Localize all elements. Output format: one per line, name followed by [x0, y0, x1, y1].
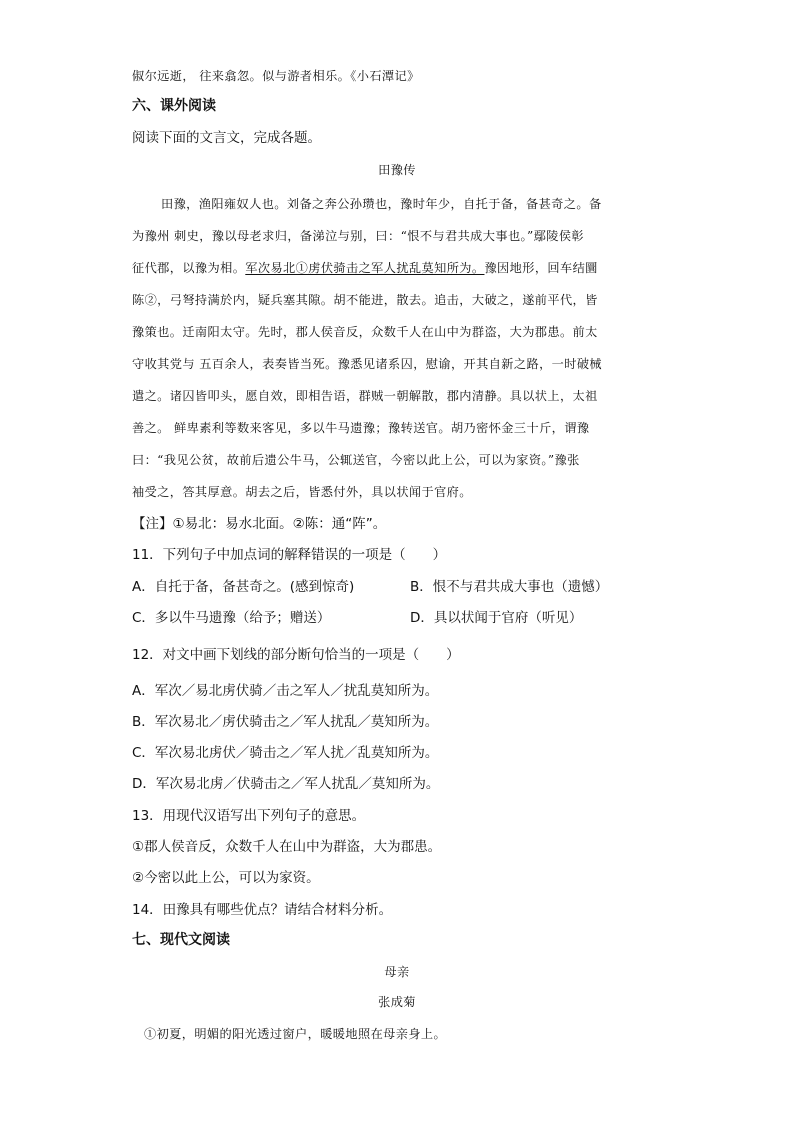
- question-11-stem: 11．下列句子中加点词的解释错误的一项是（ ）: [132, 547, 447, 563]
- passage-line-9: 曰：“我见公贫，故前后遗公牛马，公辄送官，今密以此上公，可以为家资。”豫张: [132, 453, 580, 467]
- q12-option-c: C．军次易北虏伏／骑击之／军人扰／乱莫知所为。: [132, 745, 439, 761]
- passage-line-1: 田豫，渔阳雍奴人也。刘备之奔公孙瓒也，豫时年少，自托于备，备甚奇之。备: [161, 197, 602, 211]
- q11-option-c: C．多以牛马遗豫（给予；赠送）: [132, 610, 331, 626]
- section-7-heading: 七、现代文阅读: [132, 932, 230, 948]
- q11-option-a: A．自托于备，备甚奇之。(感到惊奇): [132, 579, 355, 595]
- passage-line-3-end: 豫因地形，回车结圜: [484, 261, 598, 275]
- passage-line-10: 袖受之，答其厚意。胡去之后，皆悉付外，具以状闻于官府。: [132, 485, 472, 499]
- q12-option-b: B．军次易北／虏伏骑击之／军人扰乱／莫知所为。: [132, 714, 439, 730]
- reading-instruction: 阅读下面的文言文，完成各题。: [132, 130, 321, 146]
- q13-sentence-2: ②今密以此上公，可以为家资。: [132, 870, 320, 886]
- passage-line-5: 豫策也。迁南阳太守。先时，郡人侯音反，众数千人在山中为群盗，大为郡患。前太: [132, 325, 598, 339]
- question-14-stem: 14．田豫具有哪些优点？请结合材料分析。: [132, 902, 393, 918]
- essay-paragraph-1: ①初夏，明媚的阳光透过窗户，暖暖地照在母亲身上。: [144, 1027, 447, 1041]
- q12-option-d: D．军次易北虏／伏骑击之／军人扰乱／莫知所为。: [132, 776, 440, 792]
- continuation-text: 俶尔远逝， 往来翕忽。似与游者相乐。: [132, 69, 351, 83]
- section-6-heading: 六、课外阅读: [132, 98, 216, 114]
- passage-line-7: 遣之。诸囚皆叩头，愿自效，即相告语，群贼一朝解散，郡内清静。具以状上，太祖: [132, 389, 598, 403]
- passage-line-6: 守收其党与 五百余人，表奏皆当死。豫悉见诸系囚，慰谕，开其自新之路，一时破械: [132, 357, 603, 371]
- q12-option-a: A．军次／易北虏伏骑／击之军人／扰乱莫知所为。: [132, 683, 439, 699]
- passage-line-3: [132, 260, 598, 276]
- q11-option-b: B．恨不与君共成大事也（遗憾）: [410, 579, 609, 595]
- passage-line-8: 善之。 鲜卑素利等数来客见，多以牛马遗豫；豫转送官。胡乃密怀金三十斤，谓豫: [132, 421, 590, 435]
- annotation-note: 【注】①易北：易水北面。②陈：通“阵”。: [132, 516, 387, 532]
- q13-sentence-1: ①郡人侯音反，众数千人在山中为群盗，大为郡患。: [132, 839, 442, 855]
- essay-author: 张成菊: [378, 995, 416, 1009]
- source-title: 《小石潭记》: [350, 69, 420, 83]
- passage-title: 田豫传: [378, 163, 416, 177]
- underlined-sentence: 军次易北①虏伏骑击之军人扰乱莫知所为。: [245, 261, 485, 275]
- question-13-stem: 13．用现代汉语写出下列句子的意思。: [132, 808, 366, 824]
- continuation-line: [132, 68, 420, 84]
- passage-line-4: 陈②，弓弩持满於内，疑兵塞其隙。胡不能进，散去。追击，大破之，遂前平代，皆: [132, 293, 598, 307]
- passage-line-3-start: 征代郡，以豫为相。: [132, 261, 246, 275]
- question-12-stem: 12．对文中画下划线的部分断句恰当的一项是（ ）: [132, 647, 460, 663]
- passage-line-2: 为豫州 刺史，豫以母老求归，备涕泣与别，曰：“恨不与君共成大事也。”鄢陵侯彰: [132, 229, 584, 243]
- essay-title: 母亲: [384, 965, 410, 979]
- q11-option-d: D．具以状闻于官府（听见）: [410, 610, 583, 626]
